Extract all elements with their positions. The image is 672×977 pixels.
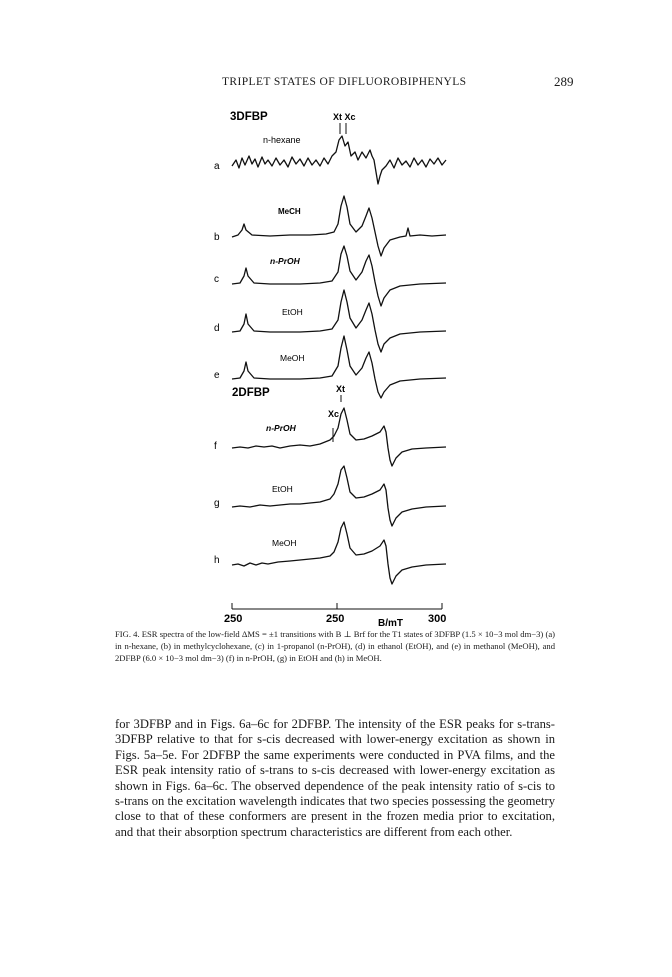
spectrum-trace-c: [232, 246, 446, 306]
axis-tick-label-1: 250: [224, 613, 243, 625]
axis-tick-label-3: 300: [428, 613, 447, 625]
trace-letter-e: e: [214, 370, 220, 381]
solvent-label-e: MeOH: [280, 353, 305, 363]
spectrum-trace-b: [232, 196, 446, 256]
figure-caption: FIG. 4. ESR spectra of the low-field ΔMS = ±1 transitions with B ⊥ Brf for the T1 states of 3DFBP (1.5 × 10−3 mol dm−3) (a) in n-hexane, (b) in methylcyclohexane, (c) in 1-propanol (n-PrOH), (d) in ethanol (EtOH), and (e) in methanol (MeOH), and 2DFBP (6.0 × 10−3 mol dm−3) (f) in n-PrOH, (g) in EtOH and (h) in MeOH.: [115, 629, 555, 664]
compound-label-2dfbp: 2DFBP: [232, 387, 270, 399]
trace-letter-f: f: [214, 441, 217, 452]
spectrum-trace-h: [232, 522, 446, 584]
solvent-label-g: EtOH: [272, 484, 293, 494]
peak-label-xc: Xc: [328, 409, 340, 419]
trace-letter-d: d: [214, 323, 220, 334]
body-paragraph: [115, 717, 555, 840]
running-title: TRIPLET STATES OF DIFLUOROBIPHENYLS: [222, 76, 467, 88]
peak-label-xt-xc: Xt Xc: [333, 112, 356, 122]
solvent-label-f: n-PrOH: [266, 423, 296, 433]
solvent-label-c: n-PrOH: [270, 256, 300, 266]
axis-unit-label: B/mT: [378, 618, 403, 629]
body-paragraph-text: for 3DFBP and in Figs. 6a–6c for 2DFBP. The intensity of the ESR peaks for s-trans-3DFBP relative to that for s-cis decreased with lower-energy excitation as shown in Figs. 5a–5e. For 2DFBP the same experiments were conducted in PVA films, and the ESR peak intensity ratio of s-trans to s-cis decreased with lower-energy excitation as shown in Figs. 6a–6c. The observed dependence of the peak intensity ratio of s-cis to s-trans on the excitation wavelength indicates that two species possessing the geometry close to that of these conformers are present in the frozen media prior to excitation, and that their absorption spectrum characteristics are different from each other.: [115, 717, 555, 839]
trace-letter-c: c: [214, 274, 219, 285]
spectrum-trace-g: [232, 466, 446, 526]
trace-letter-b: b: [214, 232, 220, 243]
spectrum-trace-d: [232, 290, 446, 352]
trace-letter-g: g: [214, 498, 220, 509]
solvent-label-a: n-hexane: [263, 135, 301, 145]
page-number: 289: [554, 74, 574, 89]
solvent-label-h: MeOH: [272, 538, 297, 548]
trace-letter-h: h: [214, 555, 220, 566]
peak-label-xt: Xt: [336, 384, 345, 394]
axis-tick-label-2: 250: [326, 613, 345, 625]
trace-letter-a: a: [214, 161, 220, 172]
solvent-label-b: MeCH: [278, 207, 301, 216]
solvent-label-d: EtOH: [282, 307, 303, 317]
compound-label-3dfbp: 3DFBP: [230, 111, 268, 123]
